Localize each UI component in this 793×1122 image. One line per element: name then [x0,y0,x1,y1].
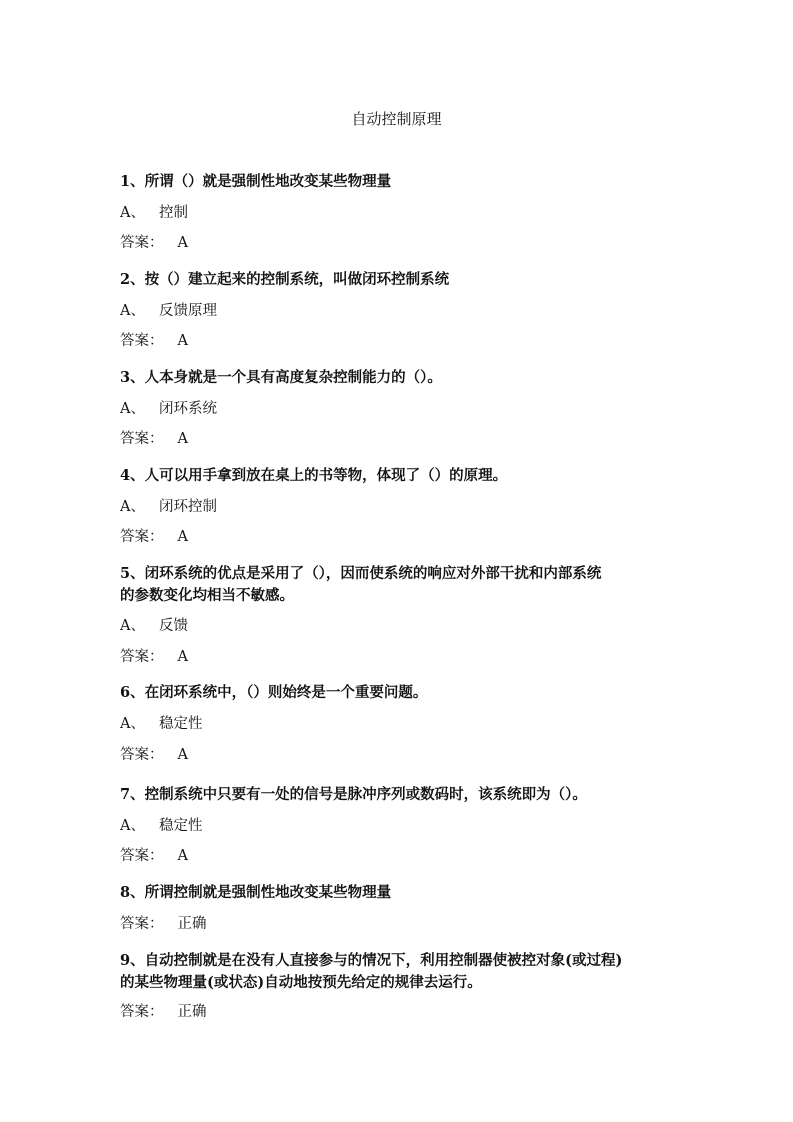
option-letter: A、 [120,716,145,732]
answer-1 [120,232,188,254]
answer-value: A [177,235,188,251]
question-4: 4、人可以用手拿到放在桌上的书等物，体现了（）的原理。 [120,467,508,484]
option-letter: A、 [120,818,145,834]
page-title: 自动控制原理 [351,110,442,128]
option-text: 控制 [158,205,188,221]
answer-7 [120,845,188,867]
answer-value: 正确 [177,1004,207,1020]
question-7: 7、控制系统中只要有一处的信号是脉冲序列或数码时，该系统即为（）。 [120,786,587,803]
question-3: 3、人本身就是一个具有高度复杂控制能力的（）。 [120,369,442,386]
answer-label: 答案： [120,747,164,763]
option-text: 稳定性 [158,716,203,732]
question-5-line-2: 的参数变化均相当不敏感。 [120,587,294,604]
option-7 [120,815,202,837]
answer-value: A [177,333,188,349]
option-letter: A、 [120,618,145,634]
answer-label: 答案： [120,848,164,864]
option-letter: A、 [120,205,145,221]
question-6: 6、在闭环系统中，（）则始终是一个重要问题。 [120,684,428,701]
answer-value: A [177,529,188,545]
answer-label: 答案： [120,916,164,932]
question-1: 1、所谓（）就是强制性地改变某些物理量 [120,173,392,190]
answer-label: 答案： [120,1004,164,1020]
option-2 [120,300,217,322]
option-5 [120,615,188,637]
option-text: 闭环系统 [158,401,217,417]
answer-label: 答案： [120,333,164,349]
answer-value: A [177,431,188,447]
option-letter: A、 [120,499,145,515]
question-2: 2、按（）建立起来的控制系统，叫做闭环控制系统 [120,271,450,288]
answer-label: 答案： [120,235,164,251]
option-letter: A、 [120,303,145,319]
answer-value: A [177,747,188,763]
answer-2 [120,330,188,352]
answer-8 [120,913,207,935]
answer-value: 正确 [177,916,207,932]
option-text: 稳定性 [158,818,203,834]
answer-label: 答案： [120,649,164,665]
option-text: 闭环控制 [158,499,217,515]
answer-6 [120,744,188,766]
option-6 [120,713,202,735]
answer-3 [120,428,188,450]
question-9-line-1: 9、自动控制就是在没有人直接参与的情况下，利用控制器使被控对象(或过程) [120,952,623,969]
answer-value: A [177,649,188,665]
question-9-line-2: 的某些物理量(或状态)自动地按预先给定的规律去运行。 [120,974,482,991]
question-5-line-1: 5、闭环系统的优点是采用了（），因而使系统的响应对外部干扰和内部系统 [120,565,602,582]
answer-4 [120,526,188,548]
answer-label: 答案： [120,431,164,447]
answer-label: 答案： [120,529,164,545]
answer-value: A [177,848,188,864]
option-text: 反馈原理 [158,303,217,319]
option-4 [120,496,217,518]
option-letter: A、 [120,401,145,417]
option-1 [120,202,188,224]
answer-9 [120,1001,207,1023]
option-text: 反馈 [158,618,188,634]
question-8: 8、所谓控制就是强制性地改变某些物理量 [120,884,392,901]
answer-5 [120,646,188,668]
option-3 [120,398,217,420]
